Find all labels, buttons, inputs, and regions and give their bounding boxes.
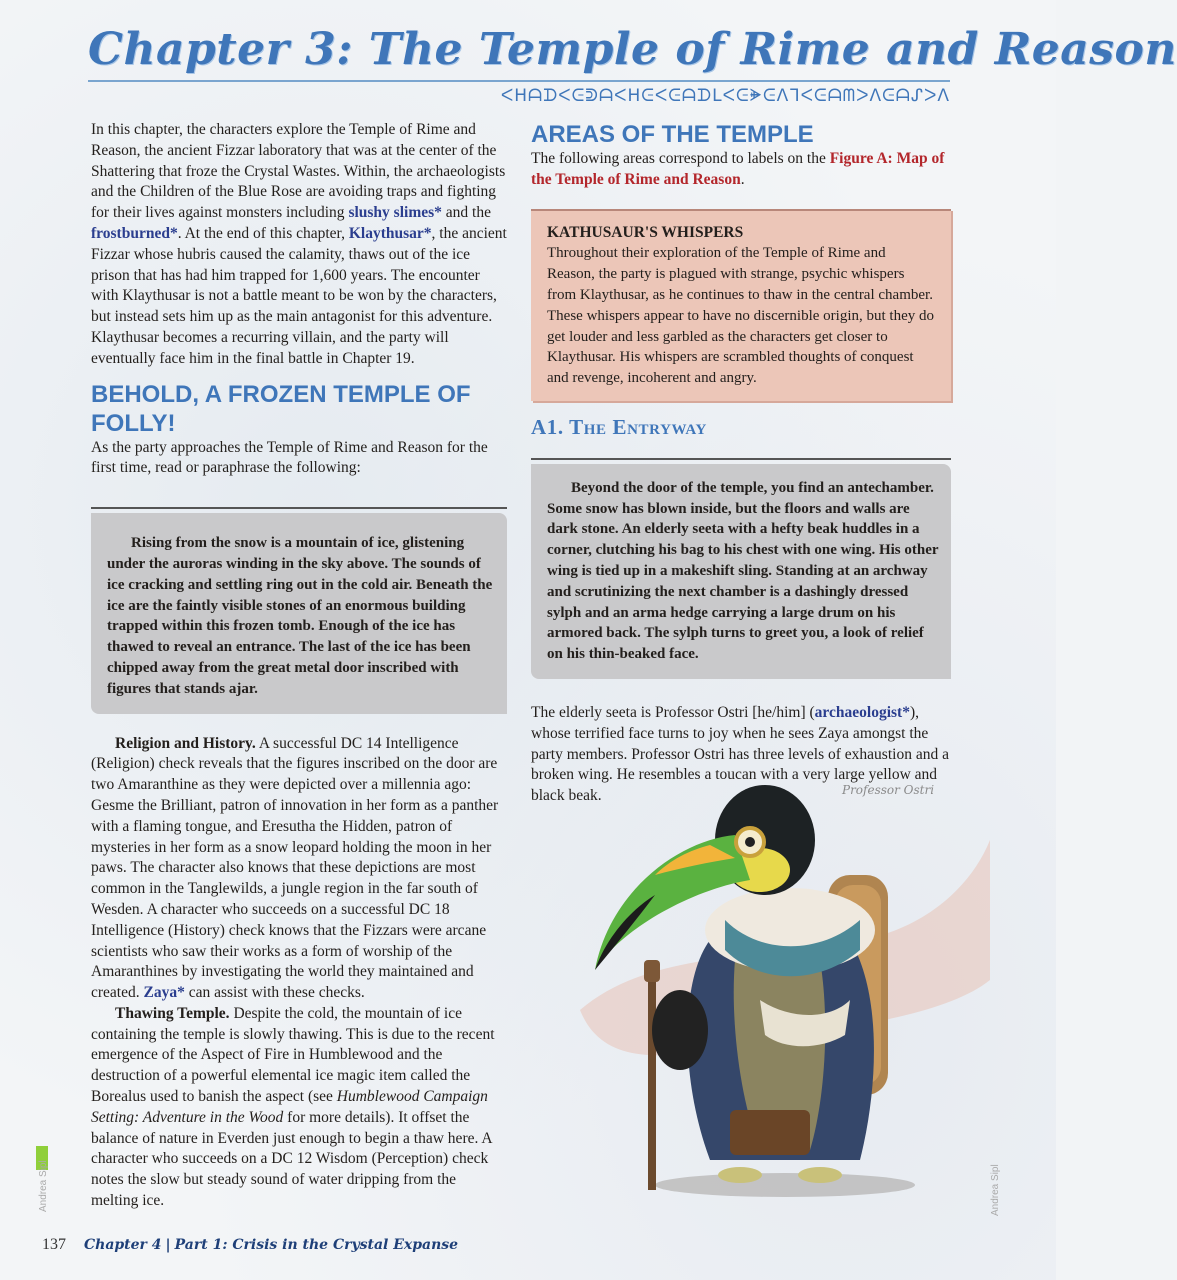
approach-paragraph: As the party approaches the Temple of Rime and Reason for the first time, read or paraphrase the following: (91, 438, 488, 477)
religion-label: Religion and History. (115, 734, 256, 752)
religion-paragraph: Religion and History. A successful DC 14 Intelligence (Religion) check reveals that the figures inscribed on the door are two Amaranthine as they were depicted over a millennia ago: Gesme the Brilliant, patron of innovation in her form as a panther with a flaming tongue, and Eresutha the Hidden, patron of mysteries in her form as a snow leopard holding the moon in her paws. The character also knows that these depictions are most common in the Tanglewilds, a jungle region in the far south of Wesden. A character who succeeds on a successful DC 18 Intelligence (History) check knows that the Fizzars were arcane scientists who saw their works as a form of worship of the Amaranthines by investigating the world they maintained and created. Zaya* can assist with these checks. (91, 734, 499, 1002)
title-rule (88, 80, 950, 82)
right-column (531, 120, 951, 807)
frostburned-link[interactable]: frostburned* (91, 224, 178, 242)
map-figure-link[interactable]: Figure A: Map of the Temple of Rime and Reason (531, 150, 945, 188)
left-column (91, 120, 507, 1212)
footer-chapter: Chapter 4 (84, 1237, 162, 1253)
read-aloud-text: Rising from the snow is a mountain of ice, glistening under the auroras winding in the sky above. The sounds of ice cracking and settling ring out in the cold air. Beneath the ice are the faintly visible stones of an enormous building trapped within this frozen tomb. Enough of the ice has thawed to reveal an entrance. The last of the ice has been chipped away from the great metal door inscribed with figures that stands ajar. (107, 535, 493, 697)
footer-separator: | (165, 1237, 171, 1253)
intro-paragraph: In this chapter, the characters explore the Temple of Rime and Reason, the ancient Fizzar laboratory that was at the center of the Shattering that froze the Crystal Wastes. Within, the archaeologists and the Children of the Blue Rose are avoiding traps and fighting for their lives against monsters including slushy slimes* and the frostburned*. At the end of this chapter, Klaythusar*, the ancient Fizzar whose hubris caused the calamity, thaws out of the ice prison that has had him trapped for 1,600 years. The encounter with Klaythusar is not a battle meant to be won by the characters, but instead sets him up as the main antagonist for this adventure. Klaythusar becomes a recurring villain, and the party will eventually face him in the final battle in Chapter 19. (91, 121, 507, 367)
chapter-title: Chapter 3: The Temple of Rime and Reason (88, 24, 1177, 75)
read-aloud-box (91, 513, 507, 713)
book-reference: Humblewood Campaign Setting: Adventure in the Wood (91, 1088, 488, 1126)
zaya-link[interactable]: Zaya* (143, 984, 185, 1002)
whispers-sidebar (531, 209, 951, 401)
areas-paragraph: The following areas correspond to labels on the Figure A: Map of the Temple of Rime and Reason. (531, 150, 945, 188)
artist-credit-right: Andrea Sipl (990, 1164, 1001, 1216)
klaythusar-link[interactable]: Klaythusar* (348, 224, 432, 242)
section-heading-frozen-temple: BEHOLD, A FROZEN TEMPLE OF FOLLY! (91, 380, 471, 437)
entryway-read-aloud-box (531, 464, 951, 679)
slushy-slimes-link[interactable]: slushy slimes* (348, 204, 442, 222)
rune-subtitle: ᐸᕼᗩᗪᐸᕮᕲᗩᐸᕼᕮᐸᕮᗩᗪᒪᐸᕮᗙᕮᐱᒣᐸᕮᗩᗰᐳᐱᕮᗩᔑᐳᐱ (500, 86, 950, 106)
entryway-read-aloud-text: Beyond the door of the temple, you find an antechamber. Some snow has blown inside, but the floors and walls are dark stone. An elderly seeta with a hefty beak huddles in a corner, clutching his bag to his chest with one wing. His other wing is tied up in a makeshift sling. Standing at an archway and scrutinizing the next chamber is a dashingly dressed sylph and an arma hedge carrying a large drum on his armored back. The sylph turns to greet you, a look of relief on his thin-beaked face. (547, 479, 939, 663)
thawing-paragraph: Thawing Temple. Despite the cold, the mountain of ice containing the temple is slowly thawing. This is due to the recent emergence of the Aspect of Fire in Humblewood and the destruction of a powerful elemental ice magic item called the Borealus used to banish the aspect (see Humblewood Campaign Setting: Adventure in the Wood for more details). It offset the balance of nature in Everden just enough to begin a thaw here. A character who succeeds on a DC 12 Wisdom (Perception) check notes the slow but steady sound of water dripping from the melting ice. (91, 1004, 495, 1210)
sidebar-text: Throughout their exploration of the Temple of Rime and Reason, the party is plagued with strange, psychic whispers from Klaythusar, as he continues to thaw in the central chamber. These whispers appear to have no discernible origin, but they do get louder and less garbled as the characters get closer to Klaythusar. His whispers are scrambled thoughts of conquest and revenge, incoherent and angry. (547, 245, 934, 387)
page-number: 137 (42, 1236, 66, 1253)
area-heading-a1: A1. The Entryway (531, 414, 707, 439)
section-heading-areas: AREAS OF THE TEMPLE (531, 121, 814, 148)
professor-ostri-illustration (560, 780, 990, 1200)
thawing-label: Thawing Temple. (115, 1004, 230, 1022)
illustration-caption: Professor Ostri (842, 783, 935, 797)
artist-credit-left: Andrea Sipl (38, 1160, 49, 1212)
page-footer (42, 1236, 458, 1254)
archaeologist-link[interactable]: archaeologist* (814, 703, 910, 721)
sidebar-title: KATHUSAUR'S WHISPERS (547, 223, 744, 241)
ostri-paragraph: The elderly seeta is Professor Ostri [he/him] (archaeologist*), whose terrified face turns to joy when he sees Zaya amongst the party members. Professor Ostri has three levels of exhaustion and a broken wing. He resembles a toucan with a very large yellow and black beak. (531, 703, 949, 805)
footer-part: Part 1: Crisis in the Crystal Expanse (174, 1237, 459, 1253)
